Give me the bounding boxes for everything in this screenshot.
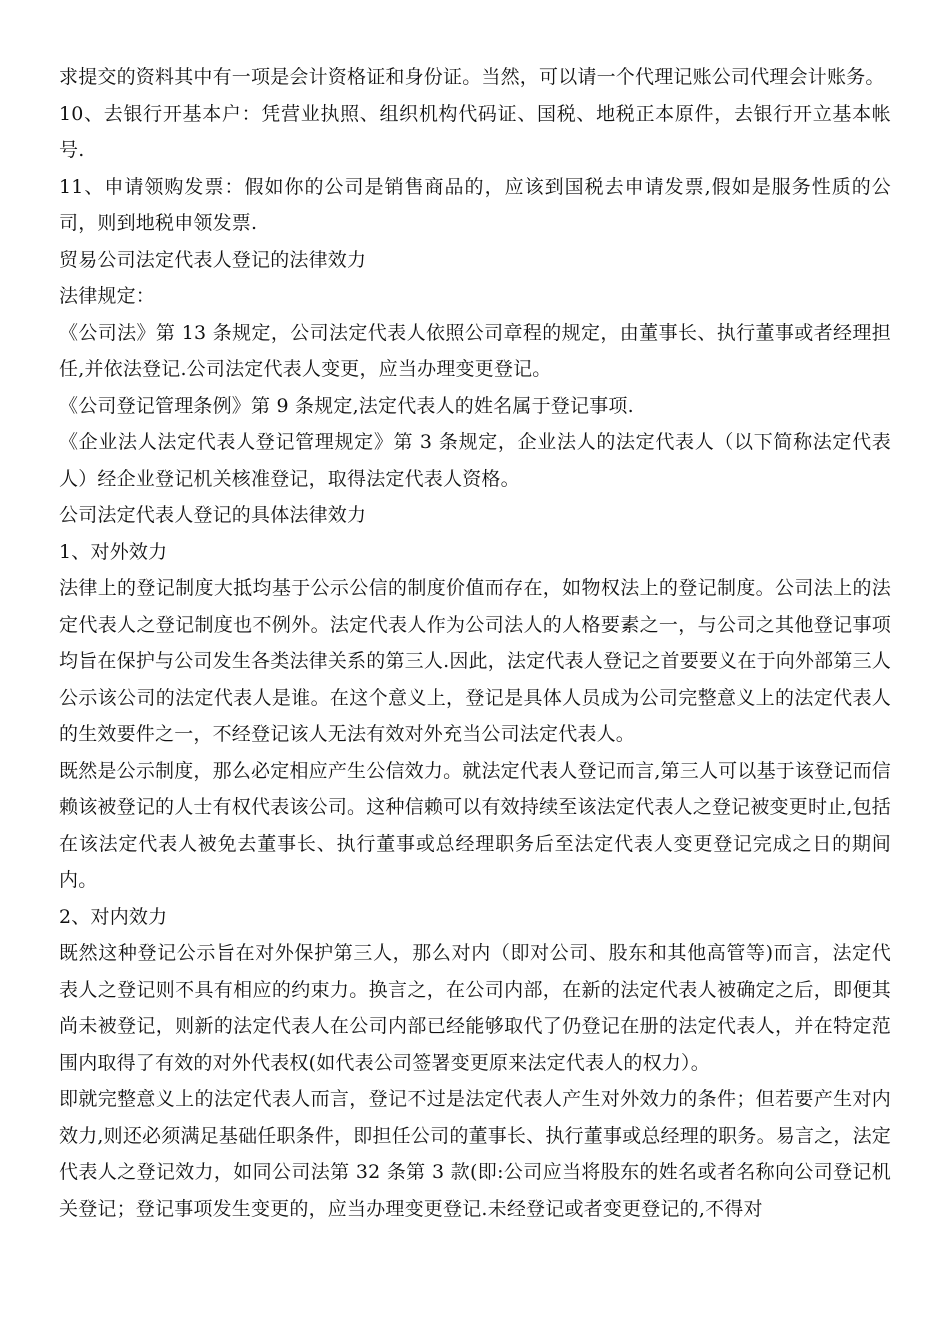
paragraph-company-law-art13: 《公司法》第 13 条规定，公司法定代表人依照公司章程的规定，由董事长、执行董事或者经理担任,并依法登记.公司法定代表人变更，应当办理变更登记。 [59, 321, 891, 380]
paragraph-external-effect-2: 既然是公示制度，那么必定相应产生公信效力。就法定代表人登记而言,第三人可以基于该登记而信赖该被登记的人士有权代表该公司。这种信赖可以有效持续至该法定代表人之登记被变更时止,包括在该法定代表人被免去董事长、执行董事或总经理职务后至法定代表人变更登记完成之日的期间内。 [59, 759, 891, 891]
paragraph-registration-regulation-art9: 《公司登记管理条例》第 9 条规定,法定代表人的姓名属于登记事项. [59, 394, 634, 417]
section-heading-specific-effect: 公司法定代表人登记的具体法律效力 [59, 504, 367, 526]
subheading-external-effect: 1、对外效力 [59, 540, 168, 563]
paragraph-internal-effect-2: 即就完整意义上的法定代表人而言，登记不过是法定代表人产生对外效力的条件；但若要产生对内效力,则还必须满足基础任职条件，即担任公司的董事长、执行董事或总经理的职务。易言之，法定代表人之登记效力，如同公司法第 32 条第 3 款(即:公司应当将股东的姓名或者名称向公司登记机关登记；登记事项发生变更的，应当办理变更登记.未经登记或者变更登记的,不得对 [59, 1088, 891, 1220]
paragraph-external-effect-1: 法律上的登记制度大抵均基于公示公信的制度价值而存在，如物权法上的登记制度。公司法上的法定代表人之登记制度也不例外。法定代表人作为公司法人的人格要素之一，与公司之其他登记事项均旨在保护与公司发生各类法律关系的第三人.因此，法定代表人登记之首要要义在于向外部第三人公示该公司的法定代表人是谁。在这个意义上，登记是具体人员成为公司完整意义上的法定代表人的生效要件之一，不经登记该人无法有效对外充当公司法定代表人。 [59, 577, 891, 745]
paragraph-internal-effect-1: 既然这种登记公示旨在对外保护第三人，那么对内（即对公司、股东和其他高管等)而言，法定代表人之登记则不具有相应的约束力。换言之，在公司内部，在新的法定代表人被确定之后，即便其尚未被登记，则新的法定代表人在公司内部已经能够取代了仍登记在册的法定代表人，并在特定范围内取得了有效的对外代表权(如代表公司签署变更原来法定代表人的权力）。 [59, 942, 891, 1074]
paragraph-continuation: 求提交的资料其中有一项是会计资格证和身份证。当然，可以请一个代理记账公司代理会计账务。 [59, 66, 885, 88]
document-body [59, 59, 891, 1227]
paragraph-step-11: 11、申请领购发票：假如你的公司是销售商品的，应该到国税去申请发票,假如是服务性质的公司，则到地税申领发票. [59, 175, 891, 234]
subheading-legal-provisions: 法律规定： [59, 285, 156, 307]
subheading-internal-effect: 2、对内效力 [59, 905, 168, 928]
paragraph-legal-rep-regulation-art3: 《企业法人法定代表人登记管理规定》第 3 条规定，企业法人的法定代表人（以下简称法定代表人）经企业登记机关核准登记，取得法定代表人资格。 [59, 431, 891, 490]
section-heading-legal-effect: 贸易公司法定代表人登记的法律效力 [59, 248, 367, 271]
paragraph-step-10: 10、去银行开基本户：凭营业执照、组织机构代码证、国税、地税正本原件，去银行开立基本帐号. [59, 102, 891, 161]
